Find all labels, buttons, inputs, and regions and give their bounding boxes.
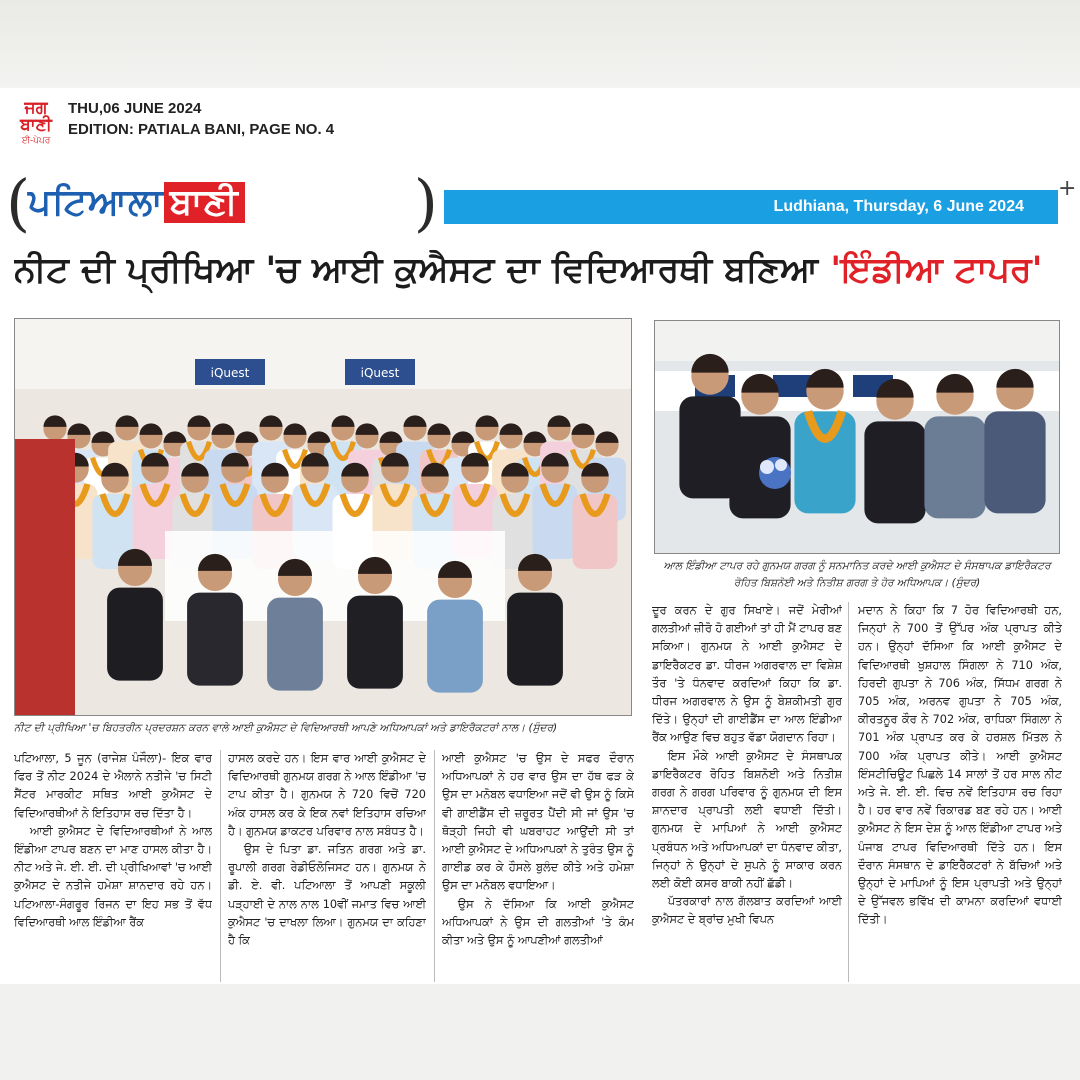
jagbani-logo <box>12 100 60 146</box>
paragraph: ਪਟਿਆਲਾ, 5 ਜੂਨ (ਰਾਜੇਸ਼ ਪੰਜੌਲਾ)- ਇਕ ਵਾਰ ਫਿਰ ਤੋਂ ਨੀਟ 2024 ਦੇ ਐਲਾਨੇ ਨਤੀਜੇ 'ਚ ਸਿਟੀ ਸੈਂਟਰ ਮਾਰਕੀਟ ਸਥਿਤ ਆਈ ਕੁਐਸਟ ਦੇ ਵਿਦਿਆਰਥੀਆਂ ਨੇ ਇਤਿਹਾਸ ਰਚ ਦਿੱਤਾ ਹੈ। <box>14 752 212 820</box>
column-divider <box>220 750 221 982</box>
paragraph: ਹਾਸਲ ਕਰਦੇ ਹਨ। ਇਸ ਵਾਰ ਆਈ ਕੁਐਸਟ ਦੇ ਵਿਦਿਆਰਥੀ ਗੁਨਮਯ ਗਰਗ ਨੇ ਆਲ ਇੰਡੀਆ 'ਚ ਟਾਪ ਕੀਤਾ ਹੈ। ਗੁਨਮਯ ਨੇ 720 ਵਿਚੋਂ 720 ਅੰਕ ਹਾਸਲ ਕਰ ਕੇ ਇਕ ਨਵਾਂ ਇਤਿਹਾਸ ਰਚਿਆ ਹੈ। ਗੁਨਮਯ ਡਾਕਟਰ ਪਰਿਵਾਰ ਨਾਲ ਸਬੰਧਤ ਹੈ। <box>228 752 426 838</box>
paragraph: ਆਈ ਕੁਐਸਟ 'ਚ ਉਸ ਦੇ ਸਫਰ ਦੌਰਾਨ ਅਧਿਆਪਕਾਂ ਨੇ ਹਰ ਵਾਰ ਉਸ ਦਾ ਹੱਥ ਫੜ ਕੇ ਉਸ ਦਾ ਮਨੋਬਲ ਵਧਾਇਆ ਜਦੋਂ ਵੀ ਉਸ ਨੂੰ ਕਿਸੇ ਵੀ ਗਾਈਡੈਂਸ ਦੀ ਜ਼ਰੂਰਤ ਪੈਂਦੀ ਸੀ ਜਾਂ ਉਸ 'ਚ ਥੋੜ੍ਹੀ ਜਿਹੀ ਵੀ ਘਬਰਾਹਟ ਆਉਂਦੀ ਸੀ ਤਾਂ ਆਈ ਕੁਐਸਟ ਦੇ ਅਧਿਆਪਕਾਂ ਨੇ ਤੁਰੰਤ ਉਸ ਨੂੰ ਗਾਈਡ ਕਰ ਕੇ ਹੌਸਲੇ ਬੁਲੰਦ ਕੀਤੇ ਅਤੇ ਹਮੇਸ਼ਾ ਉਸ ਦਾ ਮਨੋਬਲ ਵਧਾਇਆ। <box>442 752 634 893</box>
paragraph: ਉਸ ਦੇ ਪਿਤਾ ਡਾ. ਜਤਿਨ ਗਰਗ ਅਤੇ ਡਾ. ਰੂਪਾਲੀ ਗਰਗ ਰੇਡੀਓਲੋਜਿਸਟ ਹਨ। ਗੁਨਮਯ ਨੇ ਡੀ. ਏ. ਵੀ. ਪਟਿਆਲਾ ਤੋਂ ਆਪਣੀ ਸਕੂਲੀ ਪੜ੍ਹਾਈ ਦੇ ਨਾਲ ਨਾਲ 10ਵੀਂ ਜਮਾਤ ਵਿਚ ਆਈ ਕੁਐਸਟ 'ਚ ਦਾਖਲਾ ਲਿਆ। ਗੁਨਮਯ ਦਾ ਕਹਿਣਾ ਹੈ ਕਿ <box>228 843 426 948</box>
article-column-5 <box>858 602 1062 984</box>
article-column-3 <box>442 750 634 984</box>
column-divider <box>434 750 435 982</box>
felicitation-photo <box>654 320 1060 554</box>
paragraph: ਦੂਰ ਕਰਨ ਦੇ ਗੁਰ ਸਿਖਾਏ। ਜਦੋਂ ਮੇਰੀਆਂ ਗਲਤੀਆਂ ਜ਼ੀਰੋ ਹੋ ਗਈਆਂ ਤਾਂ ਹੀ ਮੈਂ ਟਾਪਰ ਬਣ ਸਕਿਆ। ਗੁਨਮਯ ਨੇ ਆਈ ਕੁਐਸਟ ਦੇ ਡਾਇਰੈਕਟਰ ਡਾ. ਧੀਰਜ ਅਗਰਵਾਲ ਦਾ ਵਿਸ਼ੇਸ਼ ਤੌਰ 'ਤੇ ਧੰਨਵਾਦ ਕਰਦਿਆਂ ਕਿਹਾ ਕਿ ਡਾ. ਧੀਰਜ ਅਗਰਵਾਲ ਨੇ ਉਸ ਨੂੰ ਬੇਸ਼ਕੀਮਤੀ ਗੁਰ ਦਿੱਤੇ। ਉਨ੍ਹਾਂ ਦੀ ਗਾਈਡੈਂਸ ਦਾ ਆਲ ਇੰਡੀਆ ਰੈਂਕ ਆਉਣ ਵਿਚ ਬਹੁਤ ਵੱਡਾ ਯੋਗਦਾਨ ਰਿਹਾ। <box>652 604 842 745</box>
paragraph: ਇਸ ਮੌਕੇ ਆਈ ਕੁਐਸਟ ਦੇ ਸੰਸਥਾਪਕ ਡਾਇਰੈਕਟਰ ਰੋਹਿਤ ਬਿਸ਼ਨੋਈ ਅਤੇ ਨਿਤੀਸ਼ ਗਰਗ ਨੇ ਗਰਗ ਪਰਿਵਾਰ ਨੂੰ ਗੁਨਮਯ ਦੀ ਇਸ ਸ਼ਾਨਦਾਰ ਪ੍ਰਾਪਤੀ ਲਈ ਵਧਾਈ ਦਿੱਤੀ। ਗੁਨਮਯ ਦੇ ਮਾਪਿਆਂ ਨੇ ਆਈ ਕੁਐਸਟ ਪ੍ਰਬੰਧਨ ਅਤੇ ਅਧਿਆਪਕਾਂ ਦਾ ਧੰਨਵਾਦ ਕੀਤਾ, ਜਿਨ੍ਹਾਂ ਨੇ ਉਨ੍ਹਾਂ ਦੇ ਸੁਪਨੇ ਨੂੰ ਸਾਕਾਰ ਕਰਨ ਲਈ ਕੋਈ ਕਸਰ ਬਾਕੀ ਨਹੀਂ ਛੱਡੀ। <box>652 749 842 891</box>
crop-mark-icon: + <box>1058 176 1077 201</box>
svg-text:iQuest: iQuest <box>360 366 400 380</box>
dateline-bar <box>444 190 1058 224</box>
paragraph: ਉਸ ਨੇ ਦੱਸਿਆ ਕਿ ਆਈ ਕੁਐਸਟ ਅਧਿਆਪਕਾਂ ਨੇ ਉਸ ਦੀ ਗਲਤੀਆਂ 'ਤੇ ਕੰਮ ਕੀਤਾ ਅਤੇ ਉਸ ਨੂੰ ਆਪਣੀਆਂ ਗਲਤੀਆਂ <box>442 897 634 948</box>
dateline-text: Ludhiana, Thursday, 6 June 2024 <box>773 198 1024 215</box>
section-masthead <box>6 166 438 242</box>
top-blurred-strip <box>0 0 1080 95</box>
edition-info: EDITION: PATIALA BANI, PAGE NO. 4 <box>68 121 335 138</box>
logo-subtitle: ਈ-ਪੇਪਰ <box>21 136 51 146</box>
article-column-2 <box>228 750 426 984</box>
article-headline <box>14 250 1064 308</box>
banner-text: iQuest <box>210 366 250 380</box>
group-photo <box>14 318 632 716</box>
masthead-bracket-right: ) <box>413 166 438 239</box>
article-column-1 <box>14 750 212 984</box>
masthead-bracket-left: ( <box>6 166 31 239</box>
column-divider <box>848 602 849 982</box>
masthead-red-word: ਬਾਣੀ <box>164 182 245 223</box>
paragraph: ਮਦਾਨ ਨੇ ਕਿਹਾ ਕਿ 7 ਹੋਰ ਵਿਦਿਆਰਥੀ ਹਨ, ਜਿਨ੍ਹਾਂ ਨੇ 700 ਤੋਂ ਉੱਪਰ ਅੰਕ ਪ੍ਰਾਪਤ ਕੀਤੇ ਹਨ। ਉਨ੍ਹਾਂ ਦੱਸਿਆ ਕਿ ਆਈ ਕੁਐਸਟ ਦੇ ਵਿਦਿਆਰਥੀ ਖੁਸ਼ਹਾਲ ਸਿੰਗਲਾ ਨੇ 710 ਅੰਕ, ਹਿਰਦੀ ਗੁਪਤਾ ਨੇ 706 ਅੰਕ, ਸਿੱਧਮ ਗਰਗ ਨੇ 705 ਅੰਕ, ਅਰਨਵ ਗੁਪਤਾ ਨੇ 705 ਅੰਕ, ਕੀਰਤਨੂਰ ਕੌਰ ਨੇ 702 ਅੰਕ, ਰਾਧਿਕਾ ਸਿੰਗਲਾ ਨੇ 701 ਅੰਕ ਪ੍ਰਾਪਤ ਕਰ ਕੇ ਹਰਸ਼ਲ ਮਿੱਤਲ ਨੇ 700 ਅੰਕ ਪ੍ਰਾਪਤ ਕੀਤੇ। ਆਈ ਕੁਐਸਟ ਇੰਸਟੀਚਿਊਟ ਪਿਛਲੇ 14 ਸਾਲਾਂ ਤੋਂ ਹਰ ਸਾਲ ਨੀਟ ਅਤੇ ਜੇ. ਈ. ਈ. ਵਿਚ ਨਵੇਂ ਇਤਿਹਾਸ ਰਚ ਰਿਹਾ ਹੈ। ਹਰ ਵਾਰ ਨਵੇਂ ਰਿਕਾਰਡ ਬਣ ਰਹੇ ਹਨ। ਆਈ ਕੁਐਸਟ ਨੇ ਇਸ ਦੇਸ਼ ਨੂੰ ਆਲ ਇੰਡੀਆ ਟਾਪਰ ਅਤੇ ਪੰਜਾਬ ਟਾਪਰ ਵਿਦਿਆਰਥੀ ਦਿੱਤੇ ਹਨ। ਇਸ ਦੌਰਾਨ ਸੰਸਥਾਨ ਦੇ ਡਾਇਰੈਕਟਰਾਂ ਨੇ ਬੱਚਿਆਂ ਅਤੇ ਉਨ੍ਹਾਂ ਦੇ ਮਾਪਿਆਂ ਨੂੰ ਇਸ ਪ੍ਰਾਪਤੀ ਅਤੇ ਉਨ੍ਹਾਂ ਦੇ ਉੱਜਵਲ ਭਵਿੱਖ ਦੀ ਕਾਮਨਾ ਕਰਦਿਆਂ ਵਧਾਈ ਦਿੱਤੀ। <box>858 604 1062 927</box>
masthead-blue-word: ਪਟਿਆਲਾ <box>28 182 164 223</box>
main-photo-caption: ਨੀਟ ਦੀ ਪ੍ਰੀਖਿਆ 'ਚ ਬਿਹਤਰੀਨ ਪ੍ਰਦਰਸ਼ਨ ਕਰਨ ਵਾਲੇ ਆਈ ਕੁਐਸਟ ਦੇ ਵਿਦਿਆਰਥੀ ਆਪਣੇ ਅਧਿਆਪਕਾਂ ਅਤੇ ਡਾਇਰੈਕਟਰਾਂ ਨਾਲ। (ਸੁੰਦਰ) <box>14 722 558 734</box>
paragraph: ਆਈ ਕੁਐਸਟ ਦੇ ਵਿਦਿਆਰਥੀਆਂ ਨੇ ਆਲ ਇੰਡੀਆ ਟਾਪਰ ਬਣਨ ਦਾ ਮਾਣ ਹਾਸਲ ਕੀਤਾ ਹੈ। ਨੀਟ ਅਤੇ ਜੇ. ਈ. ਈ. ਦੀ ਪ੍ਰੀਖਿਆਵਾਂ 'ਚ ਆਈ ਕੁਐਸਟ ਦੇ ਨਤੀਜੇ ਹਮੇਸ਼ਾ ਸ਼ਾਨਦਾਰ ਰਹੇ ਹਨ। ਪਟਿਆਲਾ-ਸੰਗਰੂਰ ਰਿਜਨ ਦਾ ਇਹ ਸਭ ਤੋਂ ਵੱਧ ਵਿਦਿਆਰਥੀ ਆਲ ਇੰਡੀਆ ਰੈਂਕ <box>14 824 212 929</box>
headline-quoted: 'ਇੰਡੀਆ ਟਾਪਰ' <box>830 250 1043 290</box>
paragraph: ਪੱਤਰਕਾਰਾਂ ਨਾਲ ਗੱਲਬਾਤ ਕਰਦਿਆਂ ਆਈ ਕੁਐਸਟ ਦੇ ਬ੍ਰਾਂਚ ਮੁਖੀ ਵਿਪਨ <box>652 895 842 927</box>
page-bottom-margin <box>0 984 1080 1080</box>
side-photo-caption: ਆਲ ਇੰਡੀਆ ਟਾਪਰ ਰਹੇ ਗੁਨਮਯ ਗਰਗ ਨੂੰ ਸਨਮਾਨਿਤ ਕਰਦੇ ਆਈ ਕੁਐਸਟ ਦੇ ਸੰਸਥਾਪਕ ਡਾਇਰੈਕਟਰ ਰੋਹਿਤ ਬਿਸ਼ਨੋਈ ਅਤੇ ਨਿਤੀਸ਼ ਗਰਗ ਤੇ ਹੋਰ ਅਧਿਆਪਕ। (ਸੁੰਦਰ) <box>663 560 1051 589</box>
headline-main: ਨੀਟ ਦੀ ਪ੍ਰੀਖਿਆ 'ਚ ਆਈ ਕੁਐਸਟ ਦਾ ਵਿਦਿਆਰਥੀ ਬਣਿਆ <box>14 250 831 290</box>
article-column-4 <box>652 602 842 984</box>
edition-date: THU,06 JUNE 2024 <box>68 100 202 117</box>
logo-title: ਜਗ ਬਾਣੀ <box>20 98 52 135</box>
masthead-title <box>28 182 245 224</box>
